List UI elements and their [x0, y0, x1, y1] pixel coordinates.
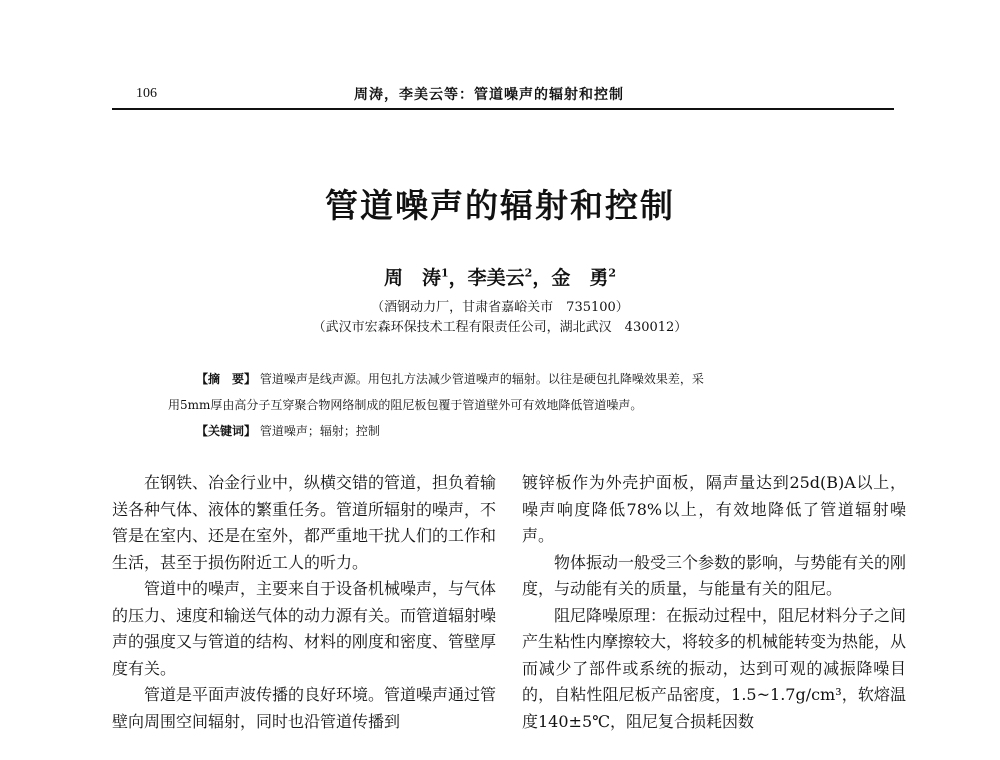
body-paragraph: 镀锌板作为外壳护面板，隔声量达到25d(B)A以上，噪声响度降低78%以上，有效地降低了管道辐射噪声。: [522, 473, 906, 545]
body-paragraph: 管道是平面声波传播的良好环境。管道噪声通过管壁向周围空间辐射，同时也沿管道传播到: [112, 685, 497, 731]
author-line: 周 涛$^1$，李美云$^2$，金 勇$^2$: [383, 266, 617, 289]
author-name: 周 涛: [383, 267, 441, 289]
page-number: 106: [136, 86, 157, 101]
body-column-left: [112, 470, 496, 735]
abstract-label: 【摘 要】: [196, 372, 257, 386]
abstract: [196, 370, 704, 387]
body-paragraph: 阻尼降噪原理：在振动过程中，阻尼材料分子之间产生粘性内摩擦较大，将较多的机械能转变为热能，从而减少了部件或系统的振动，达到可观的减振降噪目的，自粘性阻尼板产品密度，1.5~1.7g/cm³，软熔温度140±5℃，阻尼复合损耗因数: [522, 605, 907, 731]
affiliation: （武汉市宏森环保技术工程有限责任公司，湖北武汉 430012）: [312, 320, 688, 335]
article-title: 管道噪声的辐射和控制: [325, 186, 675, 225]
author-name: 李美云: [467, 267, 525, 289]
page-header: [112, 82, 894, 110]
abstract-continued: 用5mm厚由高分子互穿聚合物网络制成的阻尼板包覆于管道壁外可有效地降低管道噪声。: [168, 398, 643, 412]
body-paragraph: 管道中的噪声，主要来自于设备机械噪声，与气体的压力、速度和输送气体的动力源有关。而管道辐射噪声的强度又与管道的结构、材料的刚度和密度、管壁厚度有关。: [112, 579, 497, 678]
author-affiliation-mark: 2: [608, 266, 617, 280]
abstract-text: 管道噪声是线声源。用包扎方法减少管道噪声的辐射。以往是硬包扎降噪效果差，采: [259, 372, 704, 386]
body-paragraph: 在钢铁、冶金行业中，纵横交错的管道，担负着输送各种气体、液体的繁重任务。管道所辐射的噪声，不管是在室内、还是在室外，都严重地干扰人们的工作和生活，甚至于损伤附近工人的听力。: [112, 473, 497, 572]
author-affiliation-mark: 2: [524, 266, 533, 280]
keywords: [196, 422, 380, 439]
running-title: 周涛，李美云等：管道噪声的辐射和控制: [354, 87, 624, 103]
body-column-right: [522, 470, 906, 735]
affiliation: （酒钢动力厂，甘肃省嘉峪关市 735100）: [371, 300, 629, 315]
body-paragraph: 物体振动一般受三个参数的影响，与势能有关的刚度，与动能有关的质量，与能量有关的阻尼。: [522, 552, 907, 598]
keywords-text: 管道噪声；辐射；控制: [259, 424, 380, 438]
author-affiliation-mark: 1: [440, 266, 449, 280]
keywords-label: 【关键词】: [196, 424, 257, 438]
author-name: 金 勇: [551, 267, 609, 289]
